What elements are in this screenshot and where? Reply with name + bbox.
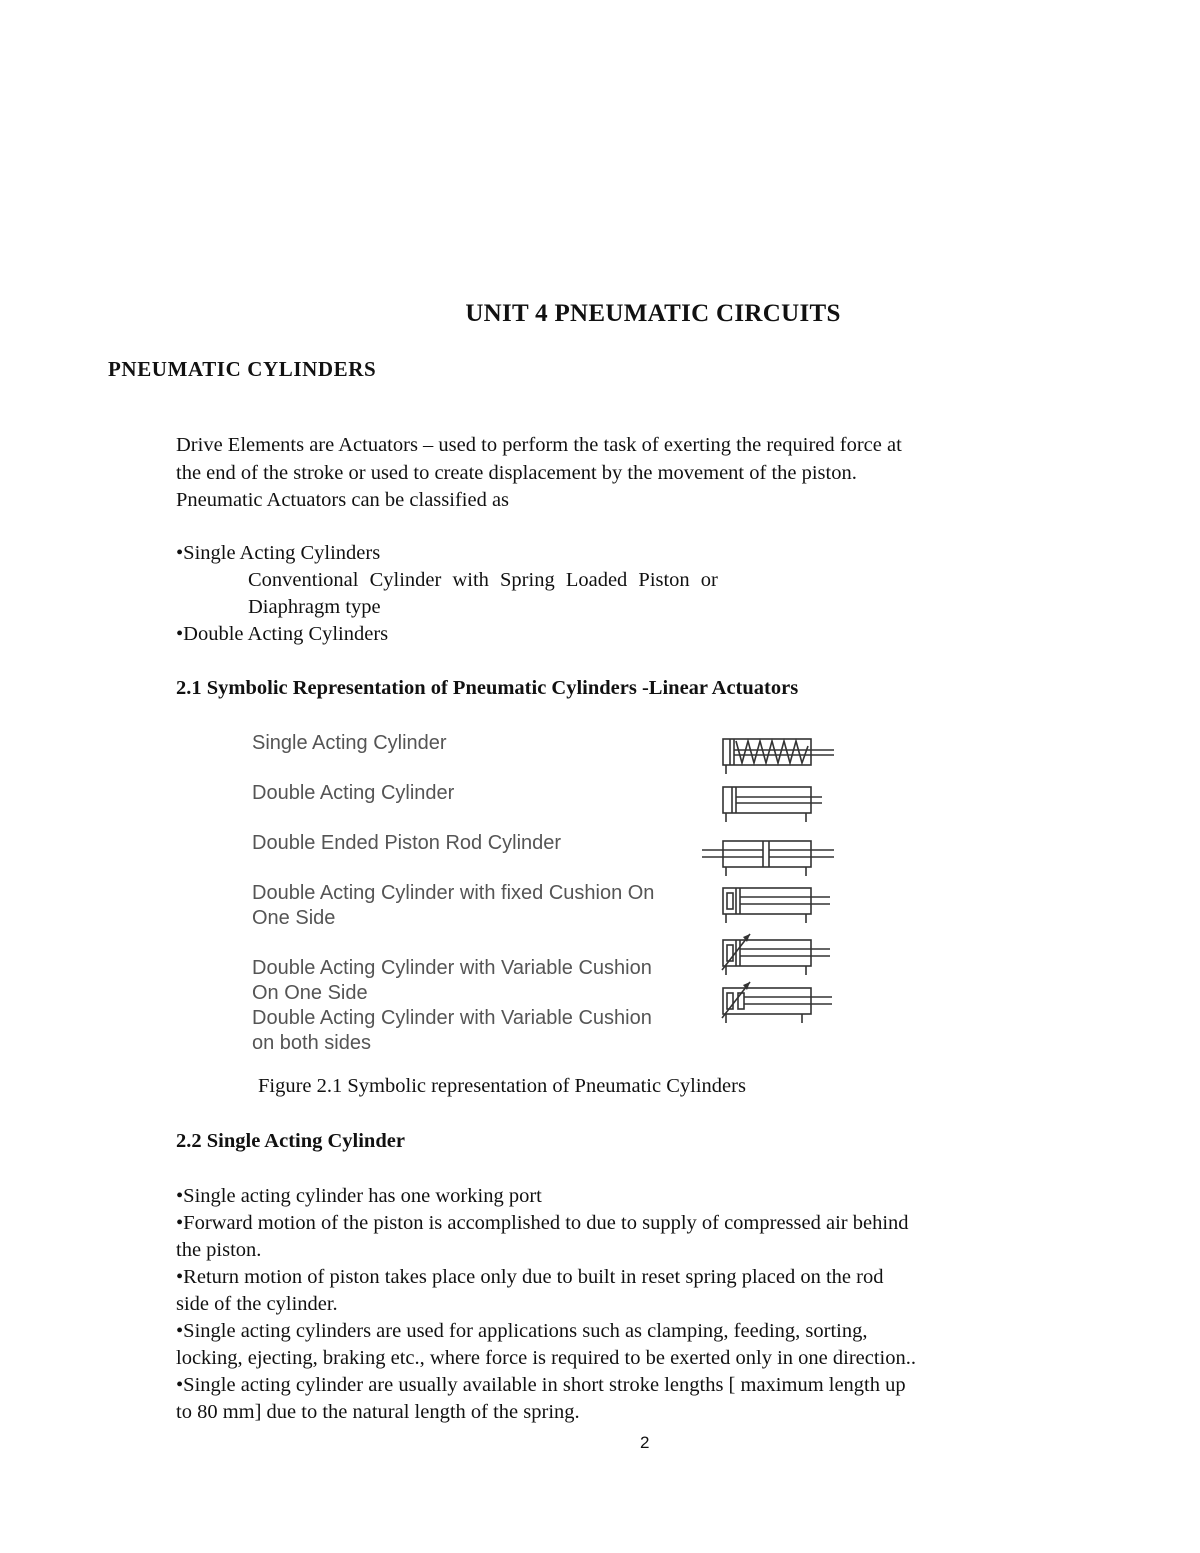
figure-label: Double Acting Cylinder with Variable Cushion <box>252 1007 652 1029</box>
list-item: •Single acting cylinder are usually available in short stroke lengths [ maximum length up <box>176 1374 906 1396</box>
figure-label: on both sides <box>252 1032 371 1054</box>
figure-label: On One Side <box>252 982 368 1004</box>
figure-label: Double Acting Cylinder <box>252 782 455 804</box>
variable-cushion-both-sides-icon <box>722 982 832 1023</box>
list-item: side of the cylinder. <box>176 1293 338 1315</box>
classification-list <box>176 540 718 648</box>
list-subitem: Conventional Cylinder with Spring Loaded Piston or <box>248 569 718 591</box>
cylinder-symbols <box>690 730 850 1030</box>
intro-line: Drive Elements are Actuators – used to perform the task of exerting the required force at <box>176 434 902 456</box>
fixed-cushion-cylinder-icon <box>723 888 830 923</box>
double-ended-piston-rod-cylinder-icon <box>702 841 834 876</box>
page-number: 2 <box>640 1433 650 1452</box>
subsection-heading: 2.2 Single Acting Cylinder <box>176 1130 405 1152</box>
page-title: UNIT 4 PNEUMATIC CIRCUITS <box>465 300 841 327</box>
figure-label: Single Acting Cylinder <box>252 732 447 754</box>
section-heading: PNEUMATIC CYLINDERS <box>108 357 377 381</box>
subsection-heading: 2.1 Symbolic Representation of Pneumatic Cylinders -Linear Actuators <box>176 677 799 699</box>
double-acting-cylinder-icon <box>723 787 822 822</box>
list-item: locking, ejecting, braking etc., where force is required to be exerted only in one direction.. <box>176 1347 917 1369</box>
list-item: the piston. <box>176 1239 262 1261</box>
intro-line: Pneumatic Actuators can be classified as <box>176 489 510 511</box>
list-item: •Single Acting Cylinders <box>176 542 381 564</box>
intro-line: the end of the stroke or used to create displacement by the movement of the piston. <box>176 461 857 484</box>
intro-paragraph <box>176 432 1056 515</box>
figure-caption: Figure 2.1 Symbolic representation of Pneumatic Cylinders <box>258 1075 746 1097</box>
list-item: •Return motion of piston takes place only due to built in reset spring placed on the rod <box>176 1266 884 1288</box>
single-acting-cylinder-icon <box>723 739 834 774</box>
figure-label: Double Acting Cylinder with Variable Cushion <box>252 957 652 979</box>
single-acting-bullets <box>176 1183 1036 1426</box>
list-subitem: Diaphragm type <box>248 596 381 618</box>
list-item: •Double Acting Cylinders <box>176 623 389 645</box>
list-item: •Single acting cylinder has one working port <box>176 1185 542 1207</box>
list-item: •Single acting cylinders are used for applications such as clamping, feeding, sorting, <box>176 1320 868 1342</box>
figure-label: Double Ended Piston Rod Cylinder <box>252 832 562 854</box>
list-item: •Forward motion of the piston is accomplished to due to supply of compressed air behind <box>176 1212 909 1234</box>
variable-cushion-one-side-icon <box>722 934 830 975</box>
figure-label: Double Acting Cylinder with fixed Cushion On <box>252 882 655 904</box>
list-item: to 80 mm] due to the natural length of the spring. <box>176 1401 580 1423</box>
figure-label: One Side <box>252 907 336 929</box>
